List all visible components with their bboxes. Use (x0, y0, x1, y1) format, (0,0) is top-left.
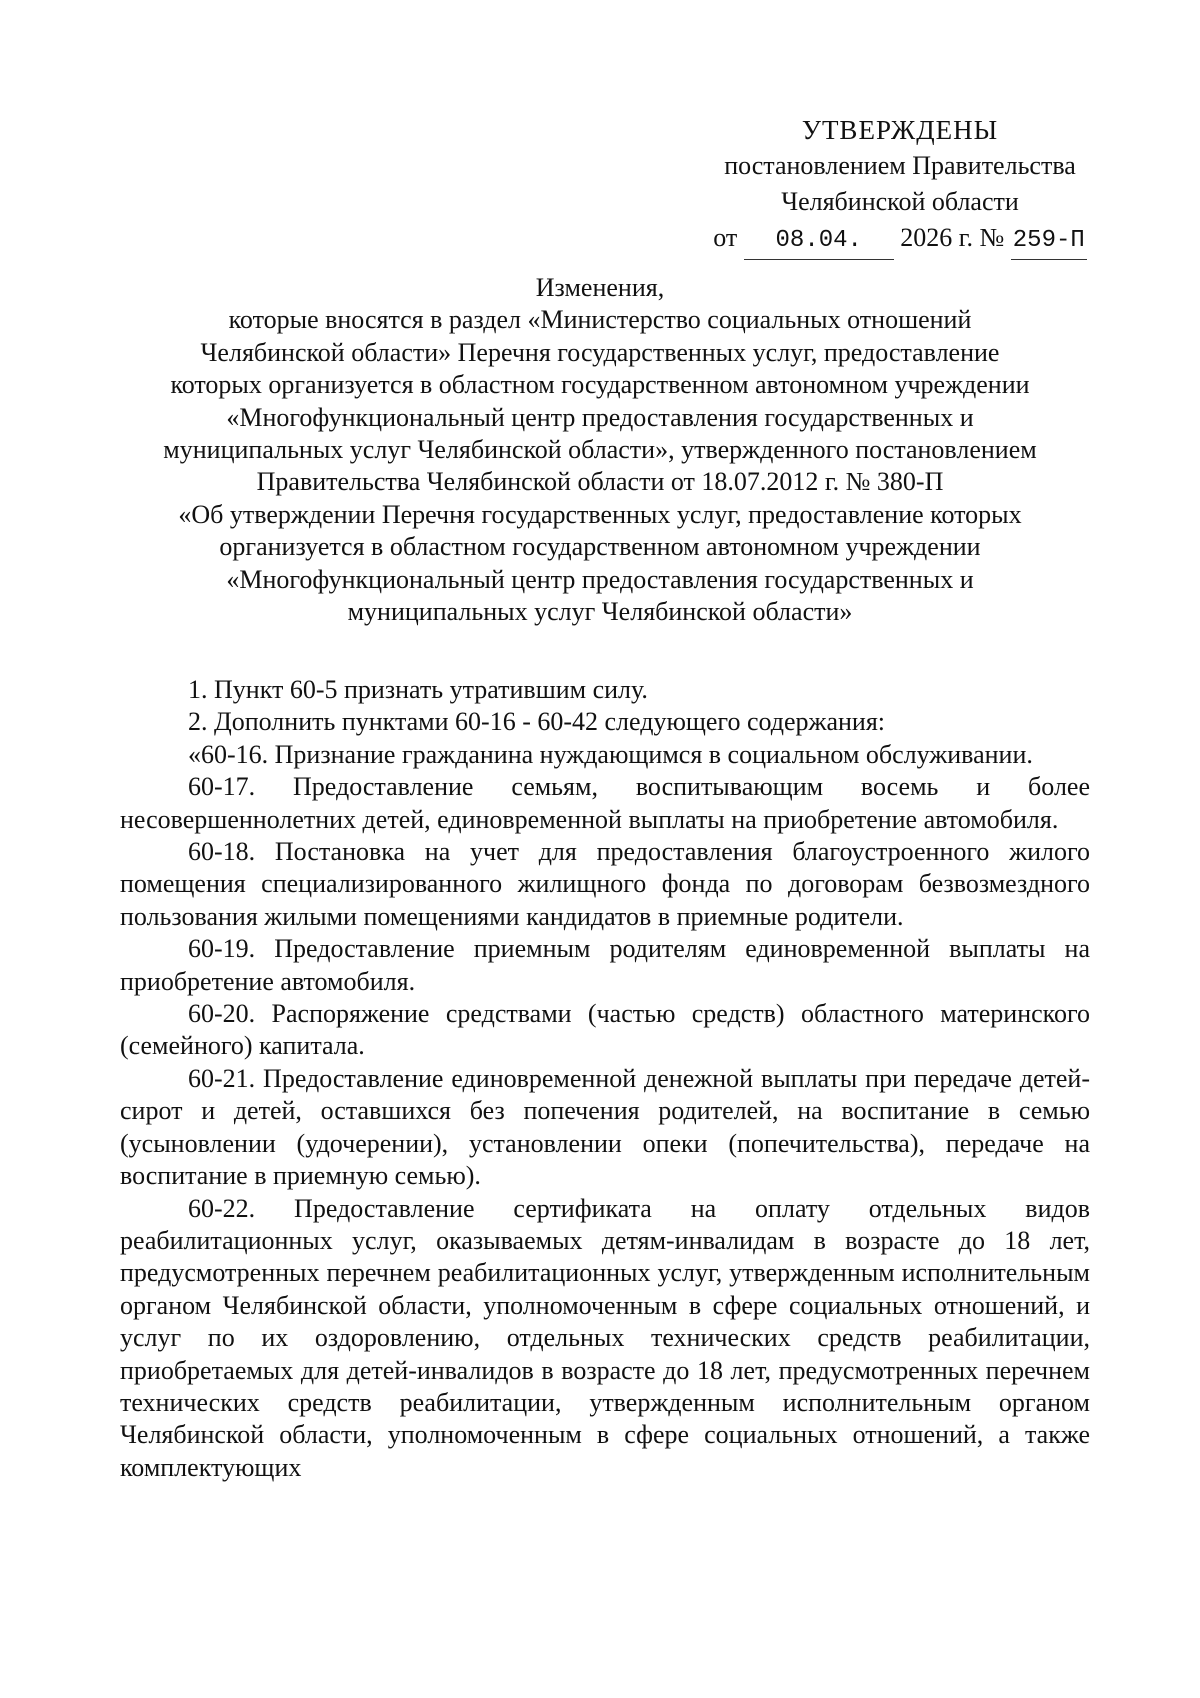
approval-date-line (700, 220, 1100, 260)
approval-stamp-block (700, 112, 1100, 260)
date-prefix: от (713, 223, 738, 252)
approval-heading: УТВЕРЖДЕНЫ (801, 115, 999, 145)
title-heading: Изменения, (535, 273, 665, 302)
body-paragraph: 1. Пункт 60-5 признать утратившим силу. (188, 675, 648, 704)
title-line: муниципальных услуг Челябинской области», утвержденного постановлением (163, 435, 1037, 465)
body-paragraph: 60-18. Постановка на учет для предоставления благоустроенного жилого помещения специализированного жилищного фонда по договорам безвозмездного пользования жилыми помещениями кандидатов в приемные родители. (120, 837, 1090, 931)
body-paragraph: 60-20. Распоряжение средствами (частью средств) областного материнского (семейного) капитала. (120, 999, 1090, 1061)
title-line: Правительства Челябинской области от 18.07.2012 г. № 380-П (256, 467, 944, 497)
approval-line-2: Челябинской области (781, 187, 1019, 216)
title-line: «Многофункциональный центр предоставления государственных и (226, 564, 974, 594)
title-line: «Об утверждении Перечня государственных услуг, предоставление которых (178, 499, 1022, 529)
approval-line-1: постановлением Правительства (724, 151, 1076, 180)
document-body (120, 674, 1090, 1484)
body-paragraph: «60-16. Признание гражданина нуждающимся в социальном обслуживании. (188, 739, 1033, 769)
body-paragraph: 60-17. Предоставление семьям, воспитывающим восемь и более несовершеннолетних детей, единовременной выплаты на приобретение автомобиля. (120, 772, 1090, 834)
year-text: 2026 г. № (900, 223, 1005, 252)
body-paragraph: 60-22. Предоставление сертификата на оплату отдельных видов реабилитационных услуг, оказываемых детям-инвалидам в возрасте до 18 лет, предусмотренных перечнем реабилитационных услуг, утвержденным исполнительным органом Челябинской области, уполномоченным в сфере социальных отношений, и услуг по их оздоровлению, отдельных технических средств реабилитации, приобретаемых для детей-инвалидов в возрасте до 18 лет, предусмотренных перечнем технических средств реабилитации, утвержденным исполнительным органом Челябинской области, уполномоченным в сфере социальных отношений, а также комплектующих (120, 1193, 1090, 1482)
body-paragraph: 60-19. Предоставление приемным родителям единовременной выплаты на приобретение автомобиля. (120, 934, 1090, 996)
number-field: 259-П (1011, 223, 1087, 260)
title-line: которые вносятся в раздел «Министерство социальных отношений (228, 305, 972, 335)
title-line: Челябинской области» Перечня государственных услуг, предоставление (200, 337, 1000, 367)
body-paragraph: 60-21. Предоставление единовременной денежной выплаты при передаче детей-сирот и детей, оставшихся без попечения родителей, на воспитание в семью (усыновлении (удочерении), установлении опеки (попечительства), передаче на воспитание в приемную семью). (120, 1063, 1090, 1191)
title-line: организуется в областном государственном автономном учреждении (219, 532, 981, 562)
title-line: «Многофункциональный центр предоставления государственных и (226, 402, 974, 432)
title-line: которых организуется в областном государственном автономном учреждении (170, 370, 1030, 400)
title-line: муниципальных услуг Челябинской области» (347, 597, 853, 627)
document-title (100, 272, 1100, 628)
body-paragraph: 2. Дополнить пунктами 60-16 - 60-42 следующего содержания: (188, 707, 886, 737)
date-field: 08.04. (744, 223, 894, 260)
